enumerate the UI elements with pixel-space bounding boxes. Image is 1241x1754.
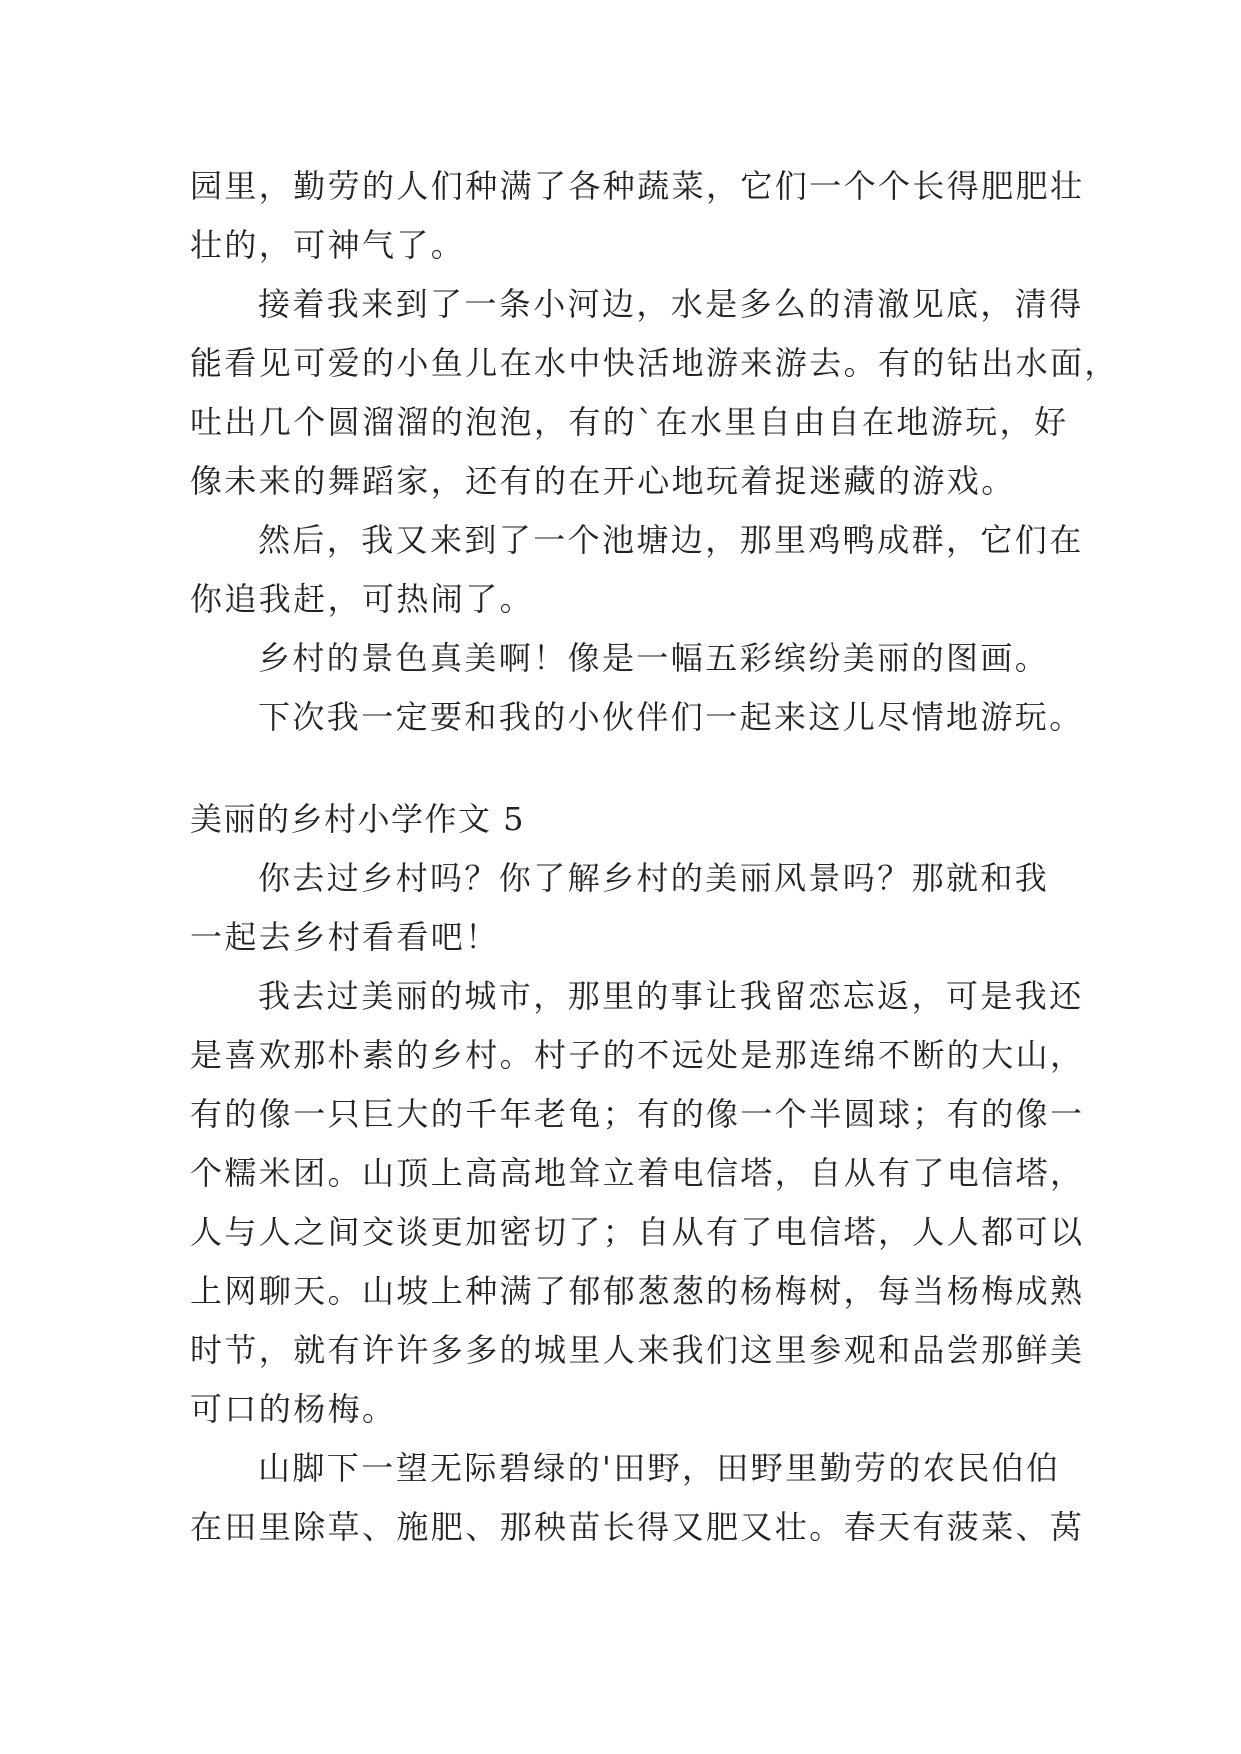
text-line: 像未来的舞蹈家，还有的在开心地玩着捉迷藏的游戏。 <box>190 462 1016 500</box>
text-line: 有的像一只巨大的千年老龟；有的像一个半圆球；有的像一 <box>190 1095 1085 1133</box>
paragraph-start-line: 然后，我又来到了一个池塘边，那里鸡鸭成群，它们在 <box>258 521 1084 559</box>
paragraph-start-line: 接着我来到了一条小河边，水是多么的清澈见底，清得 <box>258 285 1084 323</box>
text-line: 可口的杨梅。 <box>190 1390 397 1428</box>
paragraph-start-line: 我去过美丽的城市，那里的事让我留恋忘返，可是我还 <box>258 977 1084 1015</box>
text-line: 上网聊天。山坡上种满了郁郁葱葱的杨梅树，每当杨梅成熟 <box>190 1272 1085 1310</box>
text-line: 个糯米团。山顶上高高地耸立着电信塔，自从有了电信塔， <box>190 1154 1085 1192</box>
paragraph-start-line: 山脚下一望无际碧绿的'田野，田野里勤劳的农民伯伯 <box>258 1449 1061 1487</box>
text-line: 人与人之间交谈更加密切了；自从有了电信塔，人人都可以 <box>190 1213 1085 1251</box>
text-line: 是喜欢那朴素的乡村。村子的不远处是那连绵不断的大山， <box>190 1036 1085 1074</box>
text-line: 你追我赶，可热闹了。 <box>190 580 535 618</box>
essay-heading: 美丽的乡村小学作文 5 <box>190 800 526 838</box>
text-line: 能看见可爱的小鱼儿在水中快活地游来游去。有的钻出水面， <box>190 344 1119 382</box>
text-line: 一起去乡村看看吧！ <box>190 918 500 956</box>
paragraph-start-line: 你去过乡村吗？你了解乡村的美丽风景吗？那就和我 <box>258 859 1050 897</box>
paragraph-start-line: 下次我一定要和我的小伙伴们一起来这儿尽情地游玩。 <box>258 698 1084 736</box>
text-line: 园里，勤劳的人们种满了各种蔬菜，它们一个个长得肥肥壮 <box>190 167 1085 205</box>
text-line: 在田里除草、施肥、那秧苗长得又肥又壮。春天有菠菜、莴 <box>190 1508 1085 1546</box>
text-line: 吐出几个圆溜溜的泡泡，有的`在水里自由自在地游玩，好 <box>190 403 1069 441</box>
paragraph-start-line: 乡村的景色真美啊！像是一幅五彩缤纷美丽的图画。 <box>258 639 1050 677</box>
text-line: 时节，就有许许多多的城里人来我们这里参观和品尝那鲜美 <box>190 1331 1085 1369</box>
text-line: 壮的，可神气了。 <box>190 226 466 264</box>
